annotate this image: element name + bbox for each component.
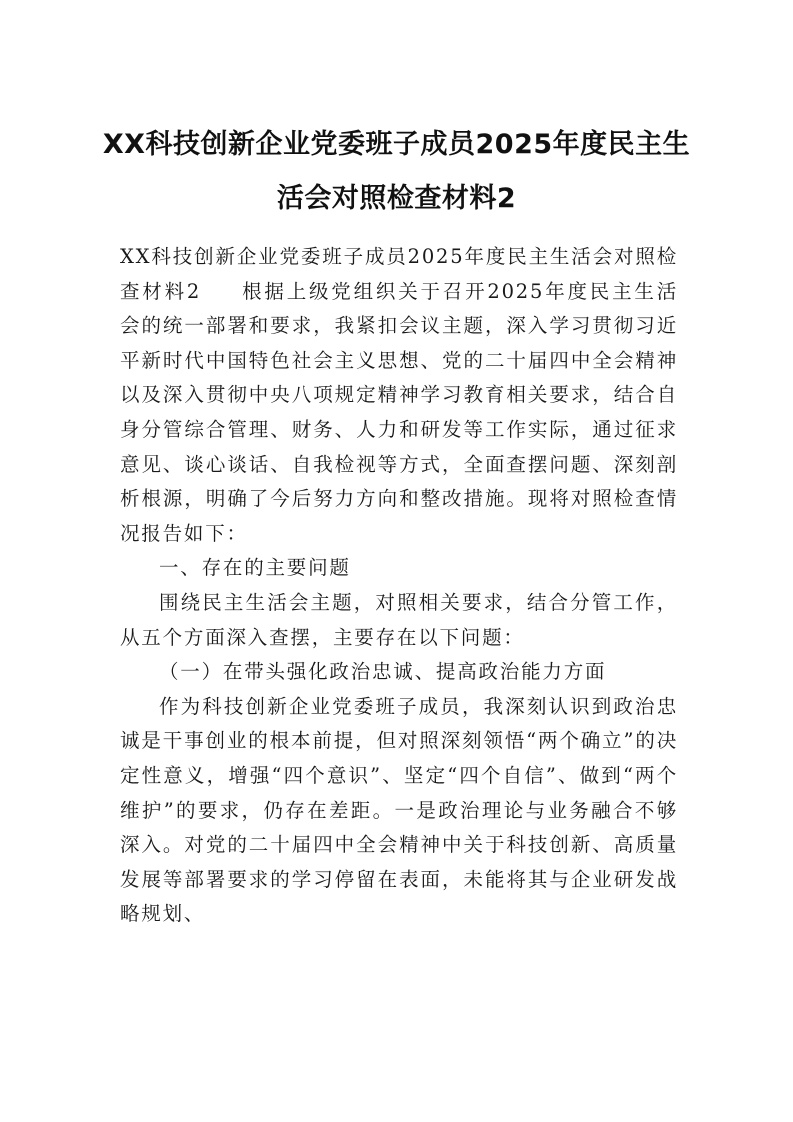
- subsection-1-heading: （一）在带头强化政治忠诚、提高政治能力方面: [159, 660, 607, 684]
- intro-body: 根据上级党组织关于召开2025年度民主生活会的统一部署和要求，我紧扣会议主题，深入学习贯彻习近平新时代中国特色社会主义思想、党的二十届四中全会精神以及深入贯彻中央八项规定精神学习教育相关要求，结合自身分管综合管理、财务、人力和研发等工作实际，通过征求意见、谈心谈话、自我检视等方式，全面查摆问题、深刻剖析根源，明确了今后努力方向和整改措施。现将对照检查情况报告如下：: [120, 279, 678, 545]
- section-1-intro: 围绕民主生活会主题，对照相关要求，结合分管工作，从五个方面深入查摆，主要存在以下问题：: [120, 590, 678, 649]
- section-1-heading: 一、存在的主要问题: [159, 556, 351, 580]
- intro-paragraph: [120, 240, 678, 551]
- subsection-1-body: 作为科技创新企业党委班子成员，我深刻认识到政治忠诚是干事创业的根本前提，但对照深刻领悟“两个确立”的决定性意义，增强“四个意识”、坚定“四个自信”、做到“两个维护”的要求，仍存在差距。一是政治理论与业务融合不够深入。对党的二十届四中全会精神中关于科技创新、高质量发展等部署要求的学习停留在表面，未能将其与企业研发战略规划、: [120, 694, 678, 926]
- intro-lead: XX科技创新企业党委班子成员2025年度民主生活会对照检查材料2: [120, 245, 678, 303]
- document-body: [120, 240, 678, 932]
- document-title: XX科技创新企业党委班子成员2025年度民主生活会对照检查材料2: [102, 129, 691, 214]
